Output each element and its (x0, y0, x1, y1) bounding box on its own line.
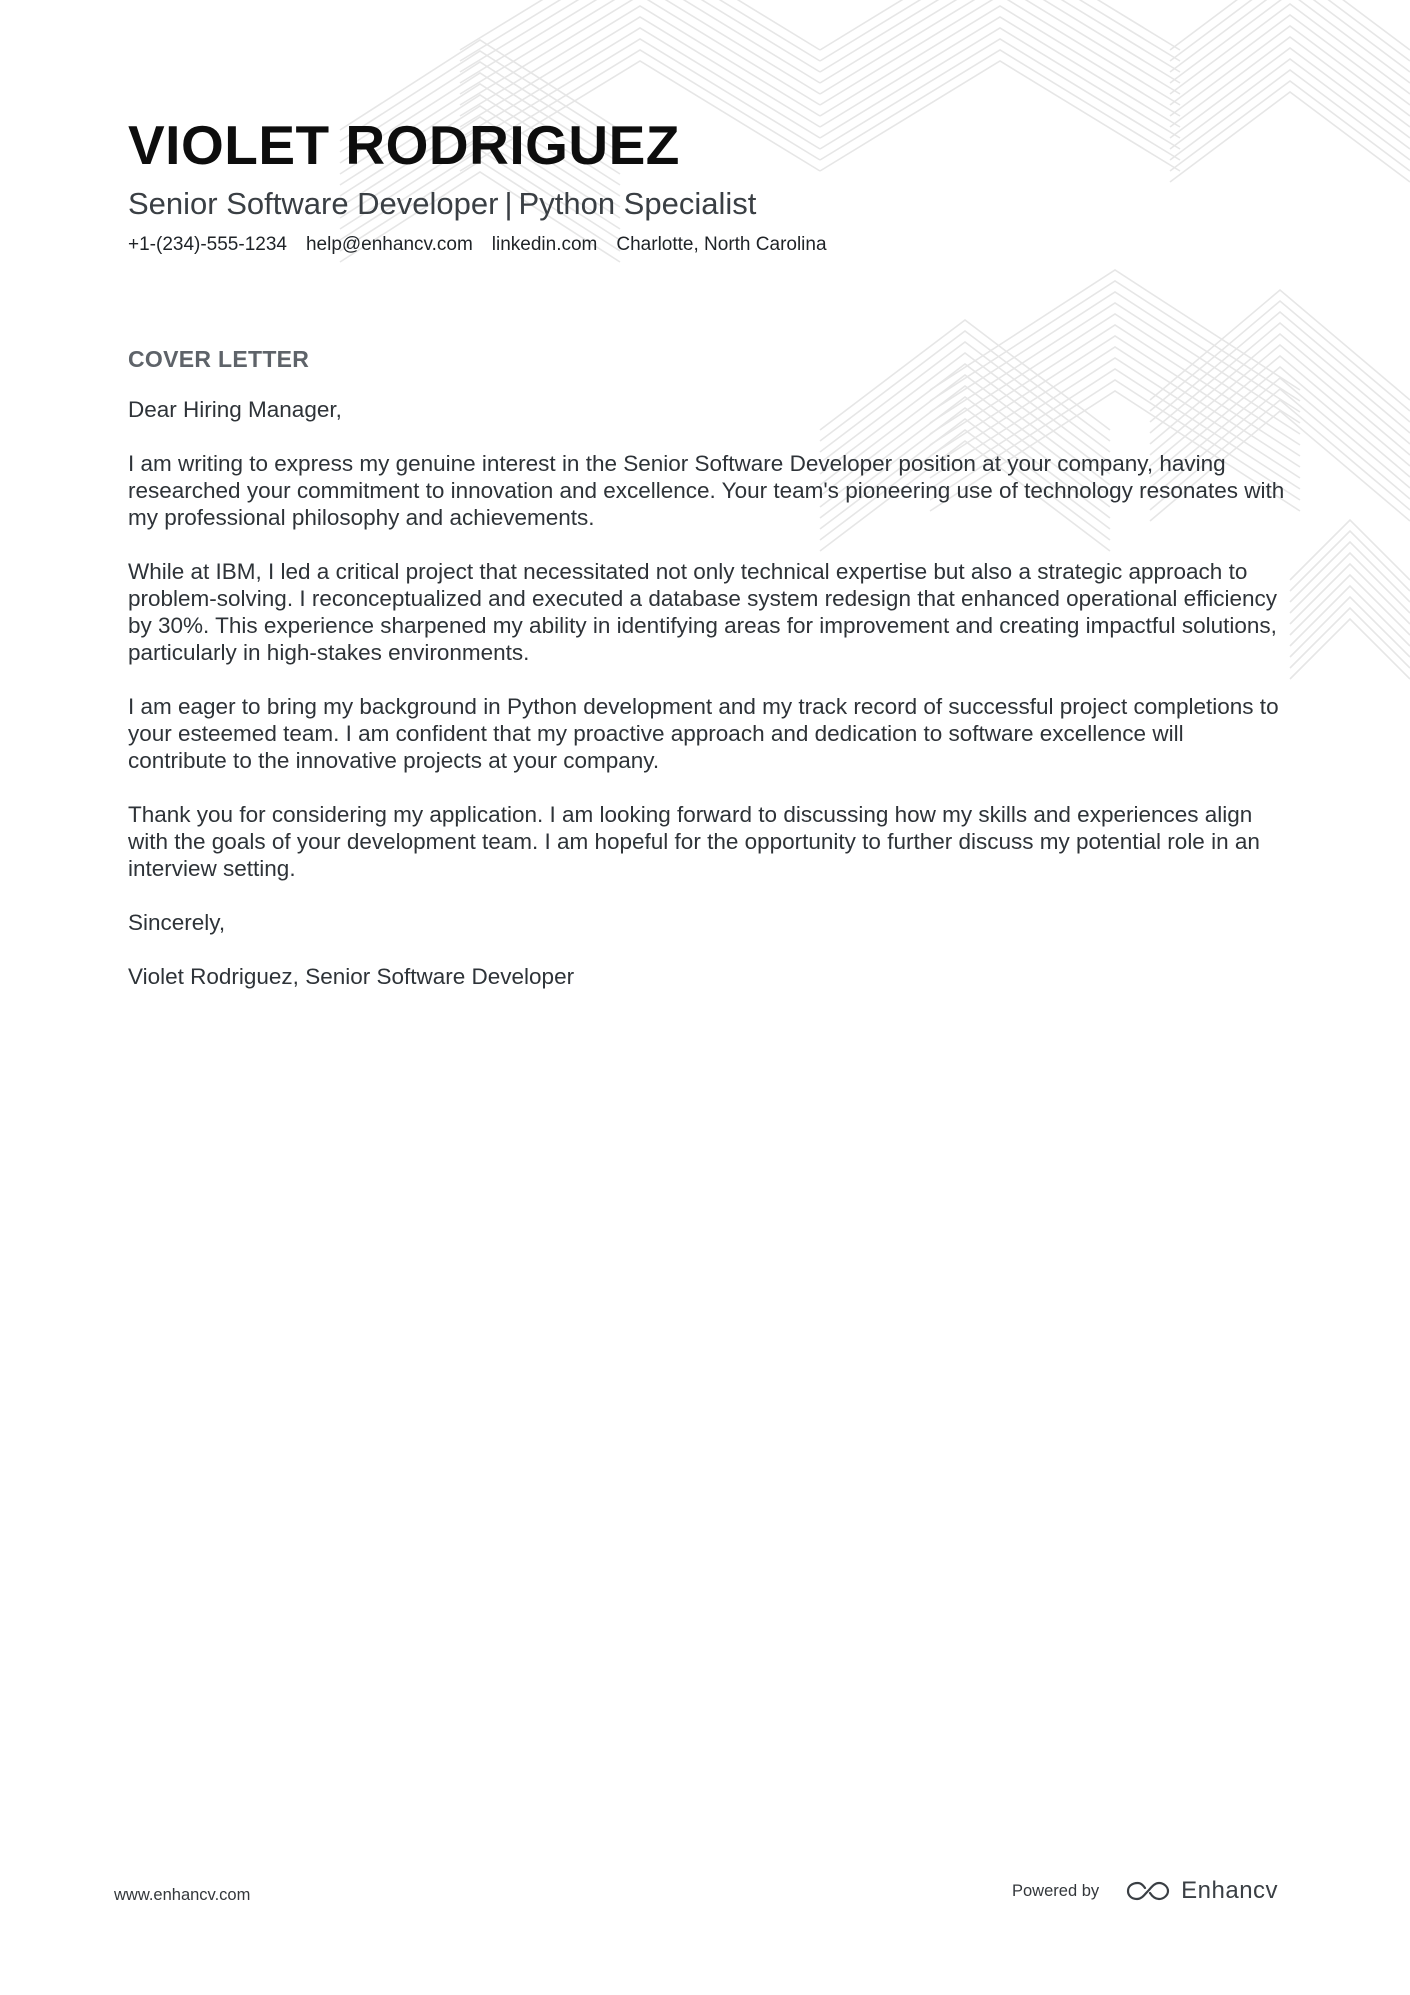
enhancv-logo[interactable] (1125, 1876, 1278, 1906)
contact-email[interactable]: help@enhancv.com (305, 234, 473, 255)
letter-paragraph: While at IBM, I led a critical project that necessitated not only technical expertise but also a strategic approach to problem-solving. I reconceptualized and executed a database system redesign that enhanced operational efficiency by 30%. This experience sharpened my ability in identifying areas for improvement and creating impactful solutions, particularly in high-stakes environments. (128, 559, 1278, 665)
chevron-stroke (1290, 531, 1410, 591)
chevron-stroke (1290, 597, 1410, 657)
chevron-stroke (1290, 542, 1410, 602)
chevron-stroke (820, 61, 1180, 171)
contact-phone[interactable]: +1-(234)-555-1234 (128, 234, 287, 255)
contact-linkedin[interactable]: linkedin.com (491, 234, 598, 255)
chevron-stroke (460, 0, 820, 72)
powered-by-label: Powered by (1012, 1882, 1100, 1900)
letter-signature: Violet Rodriguez, Senior Software Developer (128, 964, 575, 989)
footer-branding (1012, 1876, 1278, 1906)
chevron-stroke (460, 0, 820, 50)
chevron-stroke (1170, 0, 1410, 50)
footer-website-link[interactable]: www.enhancv.com (114, 1886, 251, 1904)
chevron-stroke (1170, 15, 1410, 105)
chevron-stroke (1150, 290, 1410, 400)
chevron-stroke (1170, 0, 1410, 61)
chevron-stroke (1170, 48, 1410, 138)
chevron-stroke (1170, 4, 1410, 94)
chevron-stroke (1170, 70, 1410, 160)
chevron-stroke (820, 6, 1180, 116)
chevron-stroke (820, 0, 1180, 72)
chevron-stroke (460, 0, 820, 83)
chevron-stroke (1290, 608, 1410, 668)
section-title: COVER LETTER (128, 346, 310, 372)
chevron-stroke (820, 39, 1180, 149)
chevron-stroke (1170, 26, 1410, 116)
chevron-stroke (460, 0, 820, 61)
chevron-stroke (930, 292, 1300, 412)
letter-paragraph: Thank you for considering my application. I am looking forward to discussing how my skills and experiences align with the goals of your development team. I am hopeful for the opportunity to further discuss my potential role in an interview setting. (128, 802, 1260, 881)
letter-body (128, 396, 1288, 1017)
chevron-stroke (1150, 301, 1410, 411)
chevron-stroke (820, 0, 1180, 61)
letter-paragraph: I am writing to express my genuine interest in the Senior Software Developer position at your company, having researched your commitment to innovation and excellence. Your team's pioneering use of technology resonates with my professional philosophy and achievements. (128, 451, 1285, 530)
chevron-stroke (1290, 520, 1410, 580)
chevron-stroke (460, 0, 820, 94)
headline-secondary: Python Specialist (518, 186, 757, 221)
candidate-name: VIOLET RODRIGUEZ (128, 114, 680, 176)
chevron-stroke (820, 17, 1180, 127)
chevron-stroke (1290, 575, 1410, 635)
chevron-stroke (460, 6, 820, 116)
chevron-stroke (1170, 37, 1410, 127)
chevron-stroke (820, 28, 1180, 138)
chevron-stroke (1170, 81, 1410, 171)
chevron-stroke (820, 0, 1180, 50)
enhancv-logo-icon (1125, 1879, 1171, 1903)
chevron-stroke (820, 0, 1180, 83)
chevron-stroke (1170, 0, 1410, 83)
chevron-stroke (1290, 619, 1410, 679)
chevron-stroke (1290, 553, 1410, 613)
chevron-stroke (930, 270, 1300, 390)
headline-primary: Senior Software Developer (128, 186, 499, 221)
chevron-stroke (1170, 92, 1410, 182)
chevron-stroke (460, 0, 820, 105)
candidate-headline (128, 184, 756, 224)
letter-closing: Sincerely, (128, 910, 226, 935)
chevron-stroke (820, 50, 1180, 160)
headline-separator: | (504, 186, 513, 221)
chevron-stroke (1170, 0, 1410, 72)
chevron-stroke (820, 0, 1180, 105)
letter-paragraph: I am eager to bring my background in Python development and my track record of successful project completions to your esteemed team. I am confident that my proactive approach and dedication to software excellence will contribute to the innovative projects at your company. (128, 694, 1279, 773)
chevron-stroke (460, 17, 820, 127)
chevron-stroke (1290, 564, 1410, 624)
letter-salutation: Dear Hiring Manager, (128, 397, 342, 422)
contact-location: Charlotte, North Carolina (616, 234, 827, 255)
contact-info (128, 232, 827, 258)
chevron-stroke (930, 281, 1300, 401)
chevron-stroke (820, 0, 1180, 94)
enhancv-brand-name: Enhancv (1181, 1877, 1279, 1904)
chevron-stroke (1170, 59, 1410, 149)
chevron-stroke (1290, 586, 1410, 646)
